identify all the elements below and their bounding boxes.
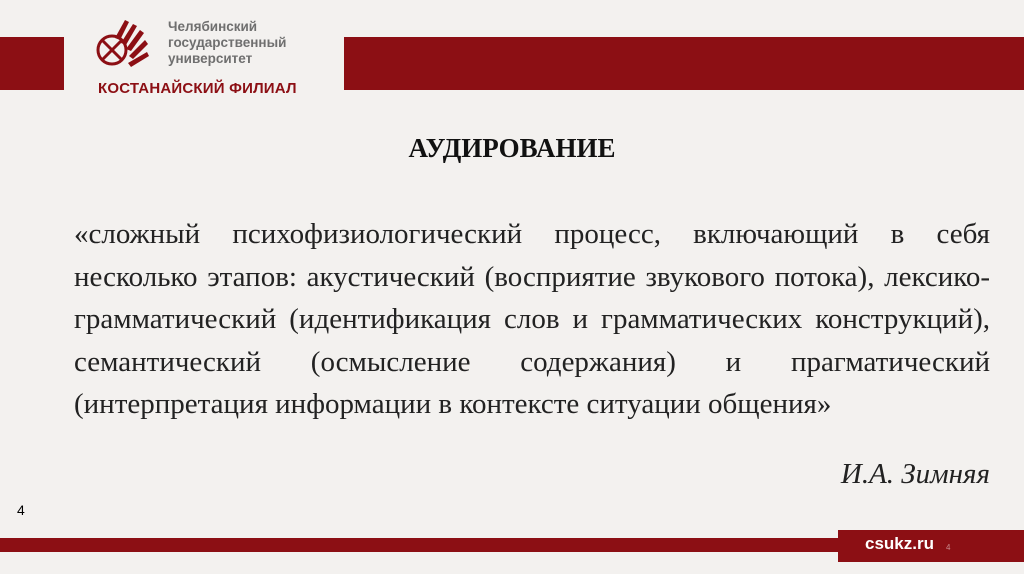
quote-author: И.А. Зимняя (840, 458, 990, 490)
site-link[interactable]: csukz.ru (865, 534, 934, 553)
university-emblem-icon (95, 18, 149, 72)
header-bar-right (344, 37, 1024, 90)
university-name (168, 19, 286, 67)
university-name-line: государственный (168, 35, 287, 50)
header-bar-left (0, 37, 64, 90)
slide-title: АУДИРОВАНИЕ (408, 133, 616, 163)
footer-page-number: 4 (946, 543, 951, 552)
university-name-line: университет (168, 51, 253, 66)
definition-quote: «сложный психофизиологический процесс, включающий в себя несколько этапов: акустический (восприятие звукового потока), лексико-грамматический (идентификация слов и грамматических конструкций), семантический (осмысление содержания) и прагматический (интерпретация информации в контексте ситуации общения» (74, 218, 990, 420)
branch-name: КОСТАНАЙСКИЙ ФИЛИАЛ (98, 80, 297, 97)
university-name-line: Челябинский (168, 19, 258, 34)
slide-number: 4 (17, 502, 25, 518)
